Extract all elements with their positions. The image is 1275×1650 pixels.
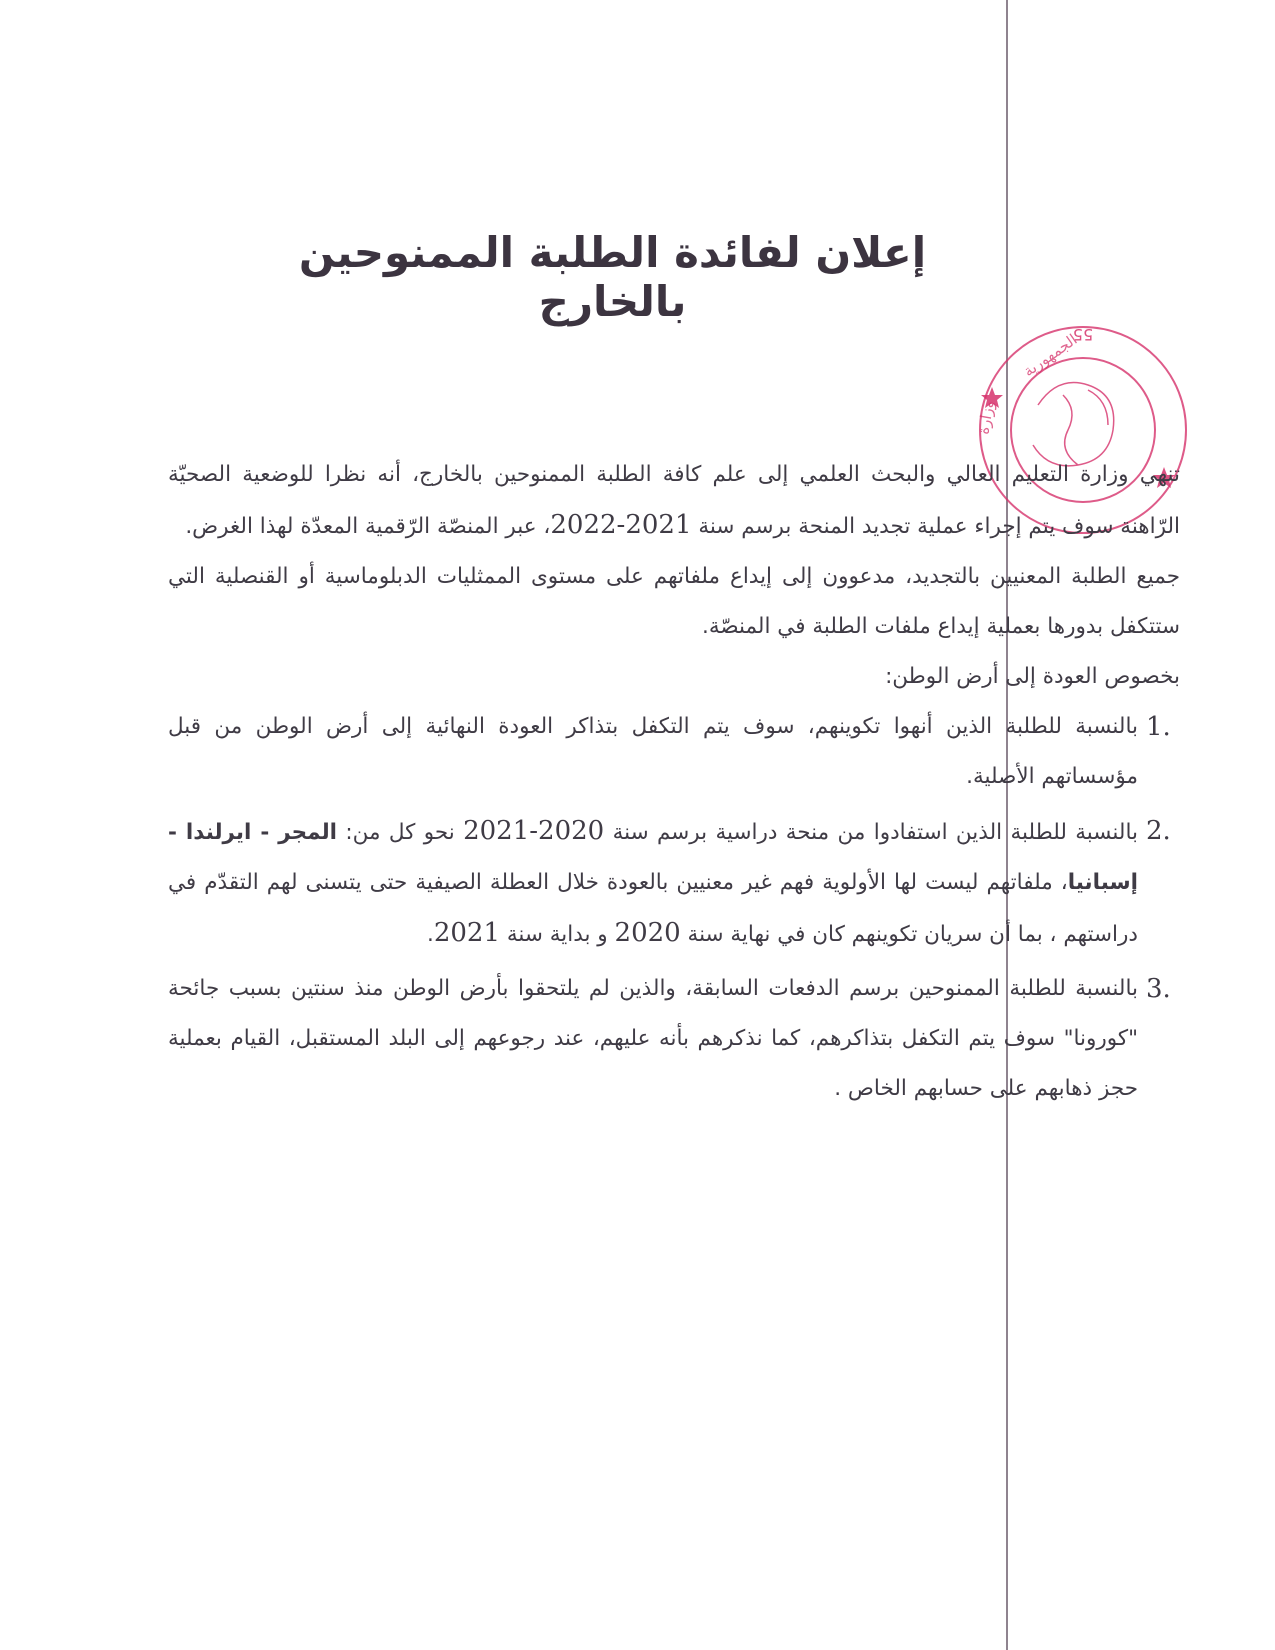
intro-text: تنهي وزارة التعليم العالي والبحث العلمي إلى علم كافة الطلبة الممنوحين بالخارج، أنه نظرا للوضعية الصحيّة الرّاهنة سوف يتم إجراء عملية تجديد المنحة برسم سنة [168,462,1180,539]
announcement-body [168,450,1180,1118]
list-item-year: 2021 [433,918,500,948]
list-item-text: بالنسبة للطلبة الذين استفادوا من منحة دراسية برسم سنة [612,820,1138,845]
list-item-text: ، ملفاتهم ليست لها الأولوية فهم غير معنيين بالعودة خلال العطلة الصيفية حتى يتسنى لهم التقدّم في دراستهم ، بما أن سريان تكوينهم كان في نهاية سنة [168,870,1138,947]
list-number: 1. [1146,712,1171,742]
return-heading: بخصوص العودة إلى أرض الوطن: [885,664,1180,689]
list-item-year: 2020 [614,918,681,948]
list-item-2 [168,806,1180,960]
list-item-text: بالنسبة للطلبة الممنوحين برسم الدفعات السابقة، والذين لم يلتحقوا بأرض الوطن منذ سنتين بسبب جائحة "كورونا" سوف يتم التكفل بتذاكرهم، كما نذكرهم بأنه عليهم، عند رجوعهم إلى البلد المستقبل، القيام بعملية حجز ذهابهم على حسابهم الخاص . [168,976,1138,1101]
list-item-3 [168,964,1180,1114]
intro-text-end: ، عبر المنصّة الرّقمية المعدّة لهذا الغرض. [185,514,551,539]
list-item-year: 2020-2021 [463,816,605,846]
countries-list: المجر - ايرلندا - إسبانيا [168,820,1138,895]
list-item-text: بالنسبة للطلبة الذين أنهوا تكوينهم، سوف يتم التكفل بتذاكر العودة النهائية إلى أرض الوطن من قبل مؤسساتهم الأصلية. [168,714,1138,789]
return-list [168,702,1180,1114]
stamp-text-2: وزارة [974,399,998,436]
list-item-1 [168,702,1180,802]
list-item-text: . [426,922,434,947]
list-number: 2. [1146,816,1171,846]
deposit-paragraph: جميع الطلبة المعنيين بالتجديد، مدعوون إلى إيداع ملفاتهم على مستوى الممثليات الدبلوماسية أو القنصلية التي ستتكفل بدورها بعملية إيداع ملفات الطلبة في المنصّة. [168,564,1180,639]
stamp-text-1: الجمهورية [1019,330,1081,381]
intro-year: 2021-2022 [550,510,692,540]
page-title: إعلان لفائدة الطلبة الممنوحين بالخارج [298,228,927,326]
stamp-number: 55 [1072,325,1094,344]
list-item-text: نحو كل من: [345,820,455,845]
list-item-text: و بداية سنة [506,922,608,947]
list-number: 3. [1146,974,1171,1004]
intro-paragraph [168,450,1180,552]
